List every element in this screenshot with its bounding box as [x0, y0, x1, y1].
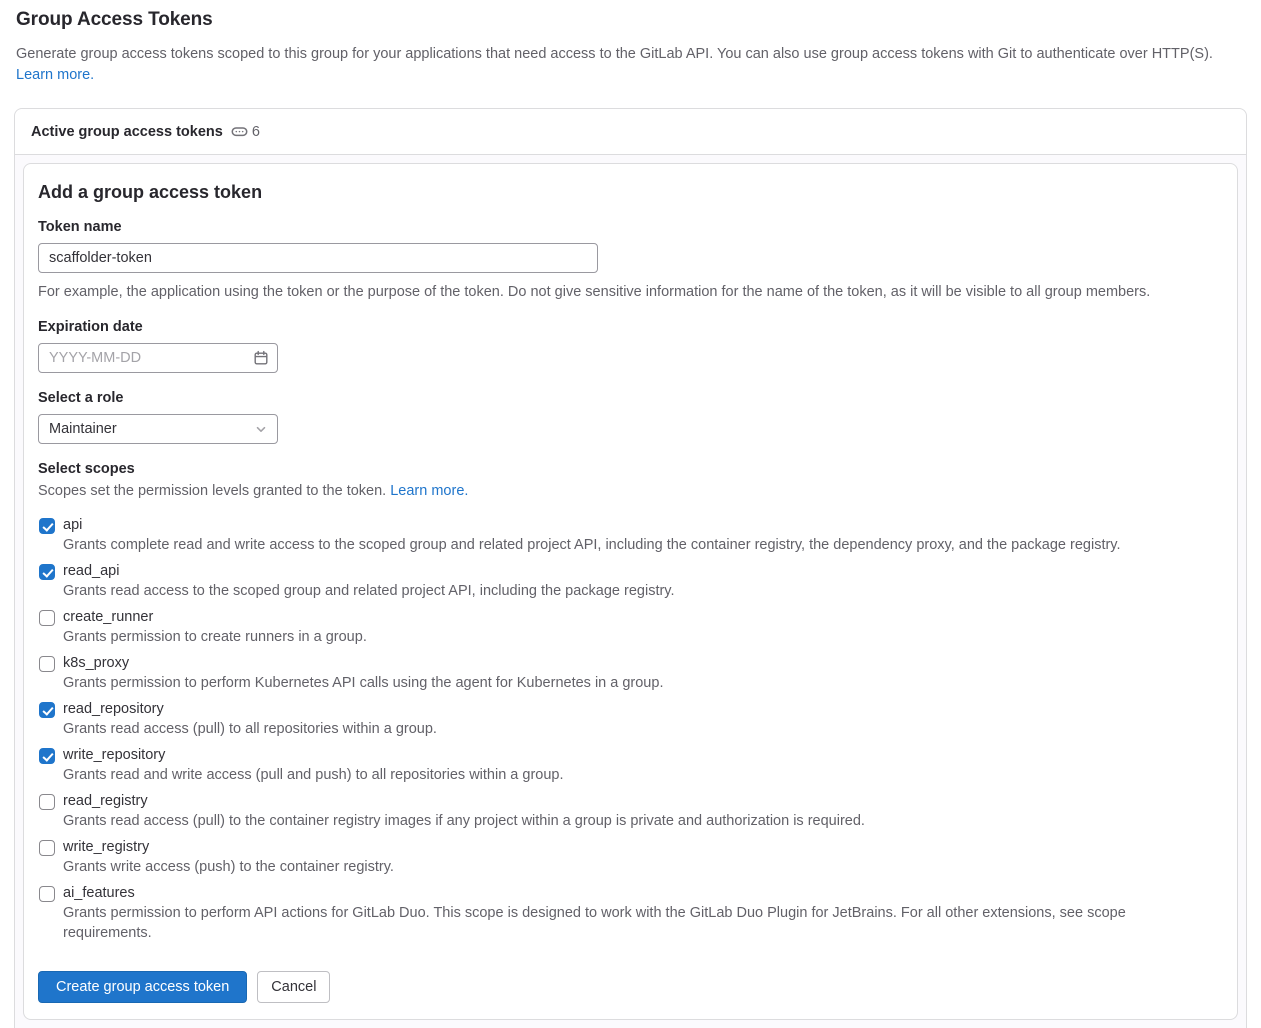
- active-tokens-count-value: 6: [251, 123, 260, 140]
- scope-description: Grants complete read and write access to the scoped group and related project API, including the container registry, the dependency proxy, and the package registry.: [63, 537, 1121, 553]
- scope-item: [38, 745, 1223, 787]
- scope-checkbox[interactable]: [39, 748, 55, 764]
- scope-checkbox[interactable]: [39, 840, 55, 856]
- expiration-date-group: [38, 319, 1223, 373]
- scope-checkbox[interactable]: [39, 564, 55, 580]
- scope-label[interactable]: read_api: [63, 563, 120, 579]
- active-tokens-title: Active group access tokens: [31, 123, 223, 140]
- expiration-date-input[interactable]: [38, 343, 278, 373]
- page-title: Group Access Tokens: [16, 9, 213, 30]
- scope-description: Grants read and write access (pull and push) to all repositories within a group.: [63, 767, 564, 783]
- cancel-button[interactable]: Cancel: [257, 971, 330, 1003]
- scope-checkbox[interactable]: [39, 702, 55, 718]
- scope-item: [38, 883, 1223, 945]
- scope-label[interactable]: read_registry: [63, 793, 148, 809]
- scope-item: [38, 515, 1223, 557]
- scope-checkbox[interactable]: [39, 794, 55, 810]
- token-name-input[interactable]: [38, 243, 598, 273]
- scope-description: Grants permission to perform API actions for GitLab Duo. This scope is designed to work with the GitLab Duo Plugin for JetBrains. For all other extensions, see scope requirements.: [63, 905, 1126, 941]
- token-name-group: [38, 219, 1223, 302]
- scope-description: Grants permission to create runners in a group.: [63, 629, 367, 645]
- page-description-text: Generate group access tokens scoped to this group for your applications that need access to the GitLab API. You can also use group access tokens with Git to authenticate over HTTP(S).: [16, 46, 1213, 62]
- chevron-down-icon: [254, 422, 268, 436]
- scope-checkbox[interactable]: [39, 886, 55, 902]
- active-tokens-body: [15, 155, 1246, 1028]
- role-select[interactable]: [38, 414, 278, 444]
- expiration-date-label: Expiration date: [38, 319, 143, 335]
- scope-label[interactable]: create_runner: [63, 609, 154, 625]
- scopes-section: [38, 461, 1223, 945]
- page-description: [16, 44, 1245, 86]
- form-title: Add a group access token: [38, 182, 263, 202]
- role-select-value: Maintainer: [49, 421, 117, 437]
- scope-label[interactable]: api: [63, 517, 83, 533]
- scope-label[interactable]: read_repository: [63, 701, 164, 717]
- active-tokens-count: [231, 123, 260, 140]
- scope-description: Grants permission to perform Kubernetes API calls using the agent for Kubernetes in a group.: [63, 675, 664, 691]
- scope-label[interactable]: write_repository: [63, 747, 166, 763]
- token-icon: [231, 123, 248, 140]
- scopes-learn-more-link[interactable]: Learn more.: [390, 483, 469, 499]
- scopes-label: Select scopes: [38, 461, 135, 477]
- scope-checkbox[interactable]: [39, 518, 55, 534]
- scopes-description: [38, 481, 1223, 501]
- scopes-description-text: Scopes set the permission levels granted to the token.: [38, 483, 387, 499]
- scope-item: [38, 791, 1223, 833]
- scope-checkbox[interactable]: [39, 610, 55, 626]
- form-actions: [38, 971, 1223, 1003]
- role-label: Select a role: [38, 390, 124, 406]
- scope-item: [38, 653, 1223, 695]
- scope-item: [38, 837, 1223, 879]
- role-group: [38, 390, 1223, 444]
- scope-label[interactable]: k8s_proxy: [63, 655, 130, 671]
- scope-label[interactable]: write_registry: [63, 839, 150, 855]
- scope-description: Grants read access to the scoped group and related project API, including the package registry.: [63, 583, 675, 599]
- learn-more-link[interactable]: Learn more.: [16, 67, 95, 83]
- create-token-button[interactable]: Create group access token: [38, 971, 247, 1003]
- scope-label[interactable]: ai_features: [63, 885, 135, 901]
- scope-item: [38, 607, 1223, 649]
- token-name-help: For example, the application using the token or the purpose of the token. Do not give sensitive information for the name of the token, as it will be visible to all group members.: [38, 284, 1151, 300]
- scope-checkbox[interactable]: [39, 656, 55, 672]
- scopes-list: [38, 515, 1223, 945]
- scope-description: Grants read access (pull) to the container registry images if any project within a group is private and authorization is required.: [63, 813, 865, 829]
- add-token-form-card: [23, 163, 1238, 1020]
- scope-item: [38, 561, 1223, 603]
- active-tokens-card: [14, 108, 1247, 1028]
- scope-item: [38, 699, 1223, 741]
- token-name-label: Token name: [38, 219, 122, 235]
- scope-description: Grants write access (push) to the container registry.: [63, 859, 394, 875]
- active-tokens-header: [15, 109, 1246, 155]
- scope-description: Grants read access (pull) to all repositories within a group.: [63, 721, 437, 737]
